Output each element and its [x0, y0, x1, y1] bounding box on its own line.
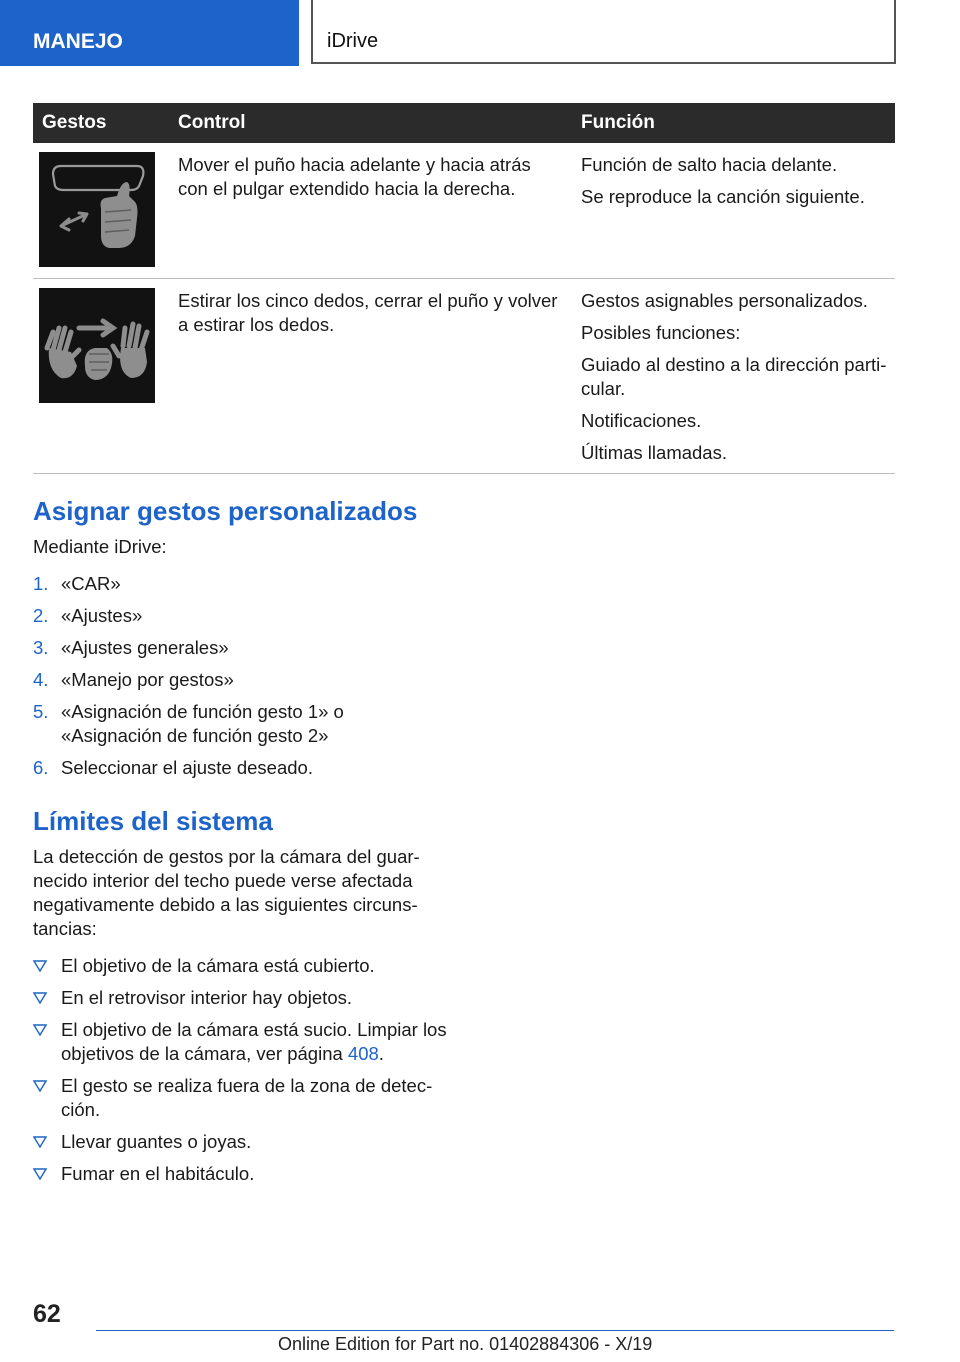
list-item — [33, 1018, 461, 1066]
table-row — [33, 143, 895, 278]
step-number: 5. — [33, 701, 49, 722]
column-header-gestos: Gestos — [33, 103, 168, 143]
step-text: «Asignación de función gesto 1» o «Asignación de función gesto 2» — [61, 701, 344, 746]
chapter-label: iDrive — [311, 0, 896, 64]
function-line: Gestos asignables personalizados. — [581, 289, 868, 311]
section-label: MANEJO — [0, 0, 299, 66]
list-item — [33, 986, 453, 1010]
list-item — [33, 668, 453, 692]
bullet-text: El objetivo de la cámara está sucio. Limpiar los objetivos de la cámara, ver página — [61, 1019, 447, 1064]
column-header-funcion: Función — [570, 103, 895, 143]
section2-intro: La detección de gestos por la cámara del guarnecido interior del techo puede verse afectada negativamente debido a las siguientes circunstancias: — [33, 846, 420, 939]
step-text: Seleccionar el ajuste deseado. — [61, 757, 313, 778]
page-number: 62 — [33, 1300, 61, 1328]
bullet-text: El gesto se realiza fuera de la zona de detección. — [61, 1075, 433, 1120]
step-number: 1. — [33, 573, 49, 594]
list-item — [33, 1162, 453, 1186]
function-line: Guiado al destino a la dirección particular. — [581, 353, 887, 399]
bullet-text: Fumar en el habitáculo. — [61, 1163, 255, 1184]
bullet-text: Llevar guantes o joyas. — [61, 1131, 252, 1152]
section-title-limites: Límites del sistema — [33, 806, 273, 836]
step-text: «Ajustes» — [61, 605, 143, 626]
spread-fingers-gesture-icon — [39, 288, 155, 403]
list-item — [33, 1130, 453, 1154]
list-item — [33, 700, 361, 748]
step-number: 2. — [33, 605, 49, 626]
control-cell: Mover el puño hacia adelante y hacia atrás con el pulgar extendido hacia la derecha. — [168, 143, 570, 278]
function-line: Últimas llamadas. — [581, 441, 727, 463]
bullet-text-end: . — [378, 1043, 384, 1064]
table-row — [33, 278, 895, 473]
table-header-row — [33, 103, 895, 143]
bullet-text: El objetivo de la cámara está cubierto. — [61, 955, 375, 976]
gesture-image-cell — [33, 278, 168, 473]
function-line: Notificaciones. — [581, 409, 702, 431]
fist-thumb-right-gesture-icon — [39, 152, 155, 267]
page-link[interactable]: 408 — [347, 1043, 379, 1064]
triangle-bullet-icon — [33, 959, 47, 973]
list-item — [33, 636, 453, 660]
section-title-asignar-gestos: Asignar gestos personalizados — [33, 496, 418, 526]
list-item — [33, 954, 453, 978]
triangle-bullet-icon — [33, 1135, 47, 1149]
triangle-bullet-icon — [33, 1023, 47, 1037]
triangle-bullet-icon — [33, 1079, 47, 1093]
steps-list — [33, 572, 453, 788]
triangle-bullet-icon — [33, 991, 47, 1005]
section1-intro: Mediante iDrive: — [33, 536, 167, 557]
list-item — [33, 756, 453, 780]
step-text: «Manejo por gestos» — [61, 669, 234, 690]
page-header — [0, 0, 960, 66]
function-line: Función de salto hacia delante. — [581, 154, 838, 175]
bullet-text: En el retrovisor interior hay objetos. — [61, 987, 352, 1008]
bullets-list — [33, 954, 453, 1194]
footer-edition: Online Edition for Part no. 01402884306 - X/19 — [278, 1334, 653, 1354]
gesture-image-cell — [33, 143, 168, 278]
control-cell: Estirar los cinco dedos, cerrar el puño y volver a estirar los dedos. — [168, 278, 570, 473]
step-text: «Ajustes generales» — [61, 637, 229, 658]
step-number: 4. — [33, 669, 49, 690]
triangle-bullet-icon — [33, 1167, 47, 1181]
function-line: Se reproduce la canción siguiente. — [581, 186, 865, 207]
column-header-control: Control — [168, 103, 570, 143]
step-text: «CAR» — [61, 573, 121, 594]
step-number: 6. — [33, 757, 49, 778]
function-line: Posibles funciones: — [581, 321, 741, 343]
function-cell — [570, 278, 895, 473]
footer-divider — [96, 1330, 894, 1331]
list-item — [33, 604, 453, 628]
gestures-table — [33, 103, 895, 474]
list-item — [33, 572, 453, 596]
list-item — [33, 1074, 461, 1122]
function-cell — [570, 143, 895, 278]
step-number: 3. — [33, 637, 49, 658]
